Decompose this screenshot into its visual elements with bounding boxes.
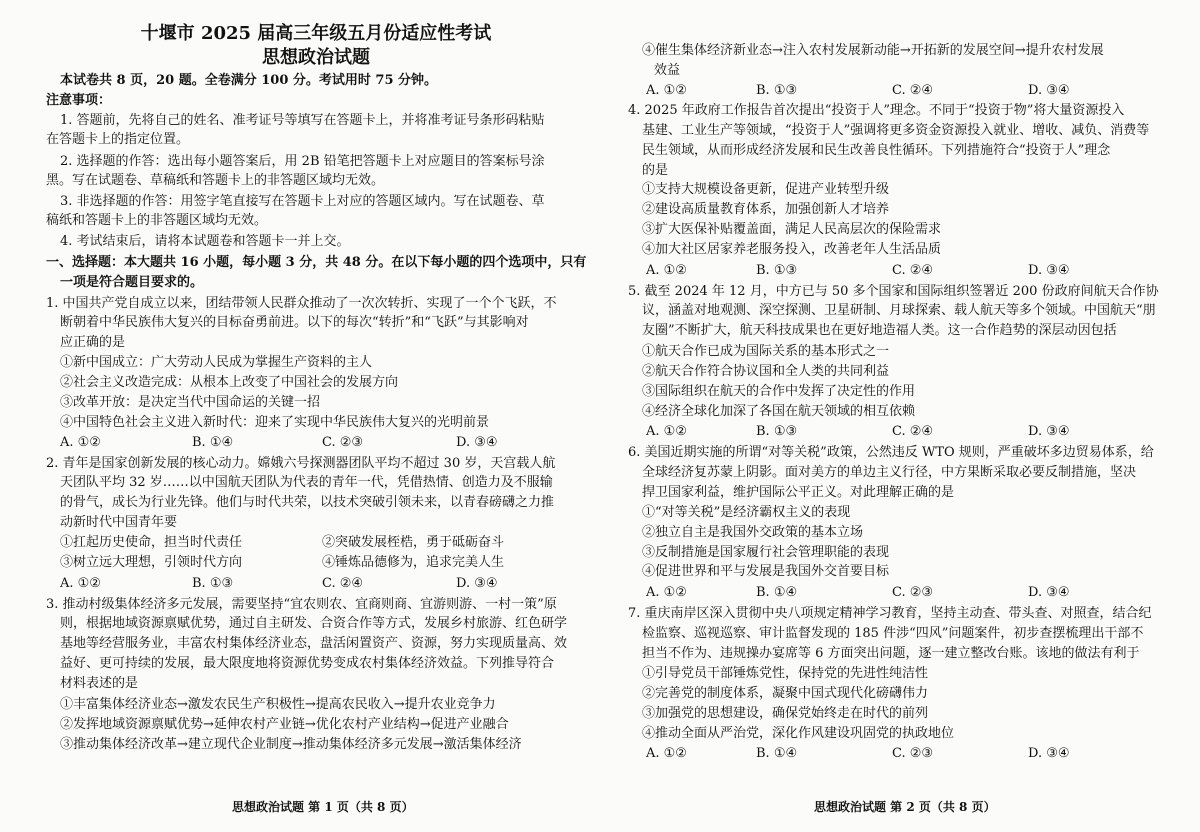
q5-item: ②航天合作符合协议国和全人类的共同利益 [642,364,890,379]
q3-stem: 基地等经营服务业，丰富农村集体经济业态，盘活闲置资产、资源，努力实现质量高、效 [60,636,568,651]
q5-item: ①航天合作已成为国际关系的基本形式之一 [642,344,890,359]
option-c[interactable]: C. ②③ [322,435,364,450]
option-d[interactable]: D. ③④ [456,576,498,591]
exam-title: 十堰市 2025 届高三年级五月份适应性考试 [140,23,492,44]
notice-line: 2. 选择题的作答：选出每小题答案后，用 2B 铅笔把答题卡上对应题目的答案标号涂 [60,154,545,169]
q5-item: ③国际组织在航天的合作中发挥了决定性的作用 [642,384,916,399]
q3-stem: 益好、更可持续的发展，最大限度地将资源优势变成农村集体经济效益。下列推导符合 [60,656,555,671]
option-c[interactable]: C. ②③ [892,746,934,761]
notice-line: 黑。写在试题卷、草稿纸和答题卡上的非答题区域均无效。 [46,173,385,188]
option-a[interactable]: A. ①② [646,83,687,98]
q5-stem: 友圈”不断扩大，航天科技成果也在更好地造福人类。这一合作趋势的深层动因包括 [642,323,1117,338]
q2-stem: 2. 青年是国家创新发展的核心动力。嫦娥六号探测器团队平均不超过 30 岁，天宫载人航 [46,456,556,471]
q2-item: ②突破发展桎梏，勇于砥砺奋斗 [322,535,505,550]
q7-options [628,745,1168,763]
q6-stem: 6. 美国近期实施的所谓“对等关税”政策，公然违反 WTO 规则，严重破坏多边贸易体系，给 [628,445,1154,460]
option-d[interactable]: D. ③④ [1028,83,1070,98]
option-d[interactable]: D. ③④ [1028,585,1070,600]
option-b[interactable]: B. ①④ [756,746,798,761]
subject-title: 思想政治试题 [262,47,370,68]
option-c[interactable]: C. ②④ [892,263,934,278]
q3-options [628,82,1168,100]
q3-stem: 材料表述的是 [60,676,139,691]
option-d[interactable]: D. ③④ [1028,746,1070,761]
notice-line: 在答题卡上的指定位置。 [46,132,190,147]
q1-options [46,434,586,452]
q2-items-row [46,554,586,572]
q6-options [628,584,1168,602]
q1-item: ②社会主义改造完成：从根本上改变了中国社会的发展方向 [60,375,399,390]
option-c[interactable]: C. ②④ [892,83,934,98]
q3-item: 效益 [654,63,681,78]
option-b[interactable]: B. ①③ [756,263,798,278]
option-a[interactable]: A. ①② [60,435,101,450]
q7-item: ④推动全面从严治党，深化作风建设巩固党的执政地位 [642,726,955,741]
q7-stem: 检监察、巡视巡察、审计监督发现的 185 件涉“四风”问题案件，初步查摆梳理出干部不 [642,626,1144,641]
option-d[interactable]: D. ③④ [456,435,498,450]
q2-items-row [46,534,586,552]
q3-item: ②发挥地域资源禀赋优势→延伸农村产业链→优化农村产业结构→促进产业融合 [60,717,509,732]
q1-stem: 1. 中国共产党自成立以来，团结带领人民群众推动了一次次转折、实现了一个个飞跃，不 [46,296,557,311]
q6-item: ③反制措施是国家履行社会管理职能的表现 [642,545,890,560]
option-c[interactable]: C. ②④ [892,424,934,439]
q7-item: ②完善党的制度体系，凝聚中国式现代化磅礴伟力 [642,686,929,701]
q7-stem: 担当不作为、违规操办宴席等 6 方面突出问题，逐一建立整改台账。该地的做法有利于 [642,646,1140,661]
q3-item: ③推动集体经济改革→建立现代企业制度→推动集体经济多元发展→激活集体经济 [60,737,522,752]
notice-line: 稿纸和答题卡上的非答题区域均无效。 [46,213,268,228]
option-b[interactable]: B. ①③ [756,83,798,98]
page-footer: 思想政治试题 第 1 页（共 8 页） [232,800,414,814]
q2-stem: 动新时代中国青年要 [60,515,178,530]
option-a[interactable]: A. ①② [646,585,687,600]
q4-item: ②建设高质量教育体系，加强创新人才培养 [642,202,890,217]
q2-item: ③树立远大理想，引领时代方向 [60,555,243,570]
q2-item: ①扛起历史使命，担当时代责任 [60,535,243,550]
section-heading: 一、选择题：本大题共 16 小题，每小题 3 分，共 48 分。在以下每小题的四个选项中，只有 [46,255,587,270]
q4-item: ④加大社区居家养老服务投入，改善老年人生活品质 [642,242,942,257]
page-footer: 思想政治试题 第 2 页（共 8 页） [814,800,996,814]
q2-stem: 的骨气，成长为行业先锋。他们与时代共荣，以技术突破引领未来，以青春磅礴之力推 [60,495,555,510]
q3-stem: 3. 推动村级集体经济多元发展，需要坚持“宜农则农、宜商则商、宜游则游、一村一策”原 [46,597,557,612]
notice-line: 3. 非选择题的作答：用签字笔直接写在答题卡上对应的答题区域内。写在试题卷、草 [60,194,545,209]
q5-options [628,423,1168,441]
option-c[interactable]: C. ②③ [892,585,934,600]
q4-options [628,262,1168,280]
q4-stem: 基建、工业生产等领域，“投资于人”强调将更多资金资源投入就业、增收、减负、消费等 [642,123,1150,138]
q4-item: ①支持大规模设备更新，促进产业转型升级 [642,182,890,197]
q1-stem: 断朝着中华民族伟大复兴的目标奋勇前进。以下的每次“转折”和“飞跃”与其影响对 [60,315,529,330]
option-c[interactable]: C. ②④ [322,576,364,591]
option-d[interactable]: D. ③④ [1028,424,1070,439]
q1-item: ①新中国成立：广大劳动人民成为掌握生产资料的主人 [60,355,373,370]
q7-stem: 7. 重庆南岸区深入贯彻中央八项规定精神学习教育，坚持主动查、带头查、对照查，结合纪 [628,606,1152,621]
q4-stem: 4. 2025 年政府工作报告首次提出“投资于人”理念。不同于“投资于物”将大量资源投入 [628,103,1125,118]
notice-heading: 注意事项： [46,93,112,108]
notice-line: 4. 考试结束后，请将本试题卷和答题卡一并上交。 [60,234,350,249]
option-b[interactable]: B. ①④ [192,435,234,450]
q5-stem: 议，涵盖对地观测、深空探测、卫星研制、月球探索、载人航天等多个领域。中国航天“朋 [642,303,1156,318]
q1-stem: 应正确的是 [60,335,126,350]
q6-stem: 捍卫国家利益，维护国际公平正义。对此理解正确的是 [642,485,955,500]
q2-options [46,575,586,593]
q5-stem: 5. 截至 2024 年 12 月，中方已与 50 多个国家和国际组织签署近 200 份政府间航天合作协 [628,284,1159,299]
q5-item: ④经济全球化加深了各国在航天领域的相互依赖 [642,404,916,419]
q4-item: ③扩大医保补贴覆盖面，满足人民高层次的保险需求 [642,222,942,237]
q3-item: ④催生集体经济新业态→注入农村发展新动能→开拓新的发展空间→提升农村发展 [642,43,1104,58]
q4-stem: 民生领域，从而形成经济发展和民生改善良性循环。下列措施符合“投资于人”理念 [642,143,1111,158]
option-a[interactable]: A. ①② [60,576,101,591]
q1-item: ④中国特色社会主义进入新时代：迎来了实现中华民族伟大复兴的光明前景 [60,415,490,430]
q2-item: ④锤炼品德修为，追求完美人生 [322,555,505,570]
option-b[interactable]: B. ①③ [756,424,798,439]
q6-item: ②独立自主是我国外交政策的基本立场 [642,525,864,540]
q6-item: ④促进世界和平与发展是我国外交首要目标 [642,564,890,579]
q6-stem: 全球经济复苏蒙上阴影。面对美方的单边主义行径，中方果断采取必要反制措施，坚决 [642,465,1137,480]
notice-line: 1. 答题前，先将自己的姓名、准考证号等填写在答题卡上，并将准考证号条形码粘贴 [60,113,545,128]
q4-stem: 的是 [642,163,669,178]
option-b[interactable]: B. ①③ [192,576,234,591]
option-b[interactable]: B. ①④ [756,585,798,600]
q1-item: ③改革开放：是决定当代中国命运的关键一招 [60,395,321,410]
exam-summary: 本试卷共 8 页，20 题。全卷满分 100 分。考试用时 75 分钟。 [60,73,438,88]
option-a[interactable]: A. ①② [646,263,687,278]
q6-item: ①“对等关税”是经济霸权主义的表现 [642,505,851,520]
q2-stem: 天团队平均 32 岁……以中国航天团队为代表的青年一代，凭借热情、创造力及不服输 [60,475,553,490]
option-d[interactable]: D. ③④ [1028,263,1070,278]
q7-item: ①引导党员干部锤炼党性，保持党的先进性纯洁性 [642,666,929,681]
option-a[interactable]: A. ①② [646,746,687,761]
q3-item: ①丰富集体经济业态→激发农民生产积极性→提高农民收入→提升农业竞争力 [60,697,496,712]
option-a[interactable]: A. ①② [646,424,687,439]
section-heading: 一项是符合题目要求的。 [60,275,204,290]
q3-stem: 则，根据地域资源禀赋优势，通过自主研发、合资合作等方式，发展乡村旅游、红色研学 [60,616,568,631]
q7-item: ③加强党的思想建设，确保党始终走在时代的前列 [642,706,929,721]
